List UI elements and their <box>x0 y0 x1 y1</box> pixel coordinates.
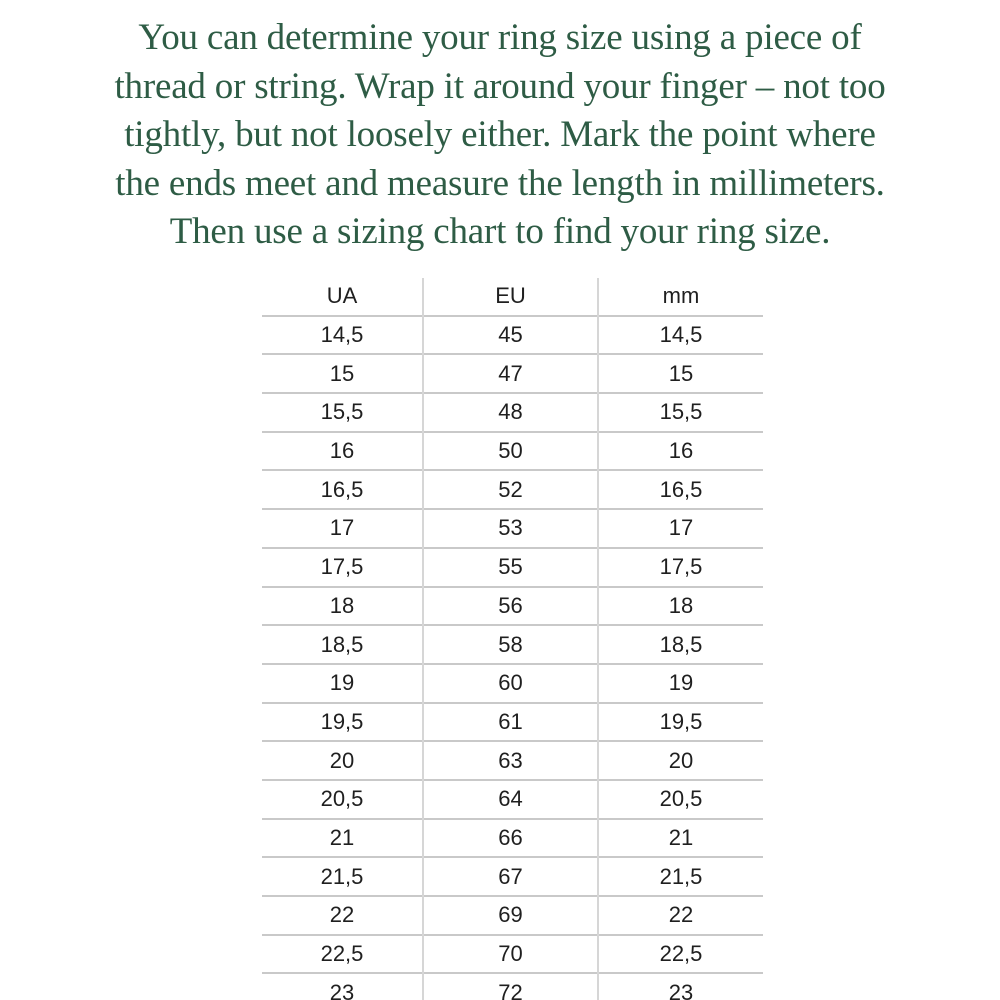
table-cell: 52 <box>423 470 598 509</box>
table-cell: 48 <box>423 393 598 432</box>
ring-size-table <box>262 278 763 1000</box>
table-cell: 16 <box>668 438 694 464</box>
table-row <box>262 470 763 509</box>
table-cell: 17,5 <box>262 548 423 587</box>
table-cell: 45 <box>423 316 598 355</box>
table-cell: 14,5 <box>659 322 703 348</box>
table-cell: 19 <box>668 670 694 696</box>
table-row <box>262 509 763 548</box>
table-row <box>262 664 763 703</box>
table-cell: 55 <box>423 548 598 587</box>
table-cell: 64 <box>423 780 598 819</box>
table-cell: 15 <box>668 360 694 386</box>
table-row <box>262 741 763 780</box>
table-cell: 67 <box>423 857 598 896</box>
table-cell: 70 <box>423 935 598 974</box>
table-cell: 69 <box>423 896 598 935</box>
table-header-row <box>262 278 763 316</box>
intro-line: the ends meet and measure the length in millimeters. <box>115 162 885 204</box>
table-cell: 21,5 <box>659 863 703 889</box>
table-cell: 72 <box>423 973 598 1000</box>
table-row <box>262 819 763 858</box>
column-header-eu: EU <box>423 278 598 316</box>
table-cell: 20,5 <box>262 780 423 819</box>
table-cell: 15,5 <box>659 399 703 425</box>
table-cell: 61 <box>423 703 598 742</box>
table-cell: 23 <box>262 973 423 1000</box>
table-cell: 22,5 <box>659 941 703 967</box>
table-row <box>262 973 763 1000</box>
table-cell: 16,5 <box>262 470 423 509</box>
column-header-ua: UA <box>262 278 423 316</box>
table-cell: 66 <box>423 819 598 858</box>
table-row <box>262 587 763 626</box>
table-cell: 18 <box>668 592 694 618</box>
table-cell: 15 <box>262 354 423 393</box>
table-cell: 18 <box>262 587 423 626</box>
table-cell: 47 <box>423 354 598 393</box>
table-cell: 17,5 <box>659 554 703 580</box>
table-cell: 50 <box>423 432 598 471</box>
table-cell: 22 <box>262 896 423 935</box>
table-row <box>262 432 763 471</box>
table-body <box>262 316 763 1000</box>
table-cell: 60 <box>423 664 598 703</box>
table-row <box>262 935 763 974</box>
table-cell: 21 <box>262 819 423 858</box>
table-row <box>262 354 763 393</box>
table-cell: 22,5 <box>262 935 423 974</box>
table-cell: 14,5 <box>262 316 423 355</box>
table-cell: 18,5 <box>659 631 703 657</box>
intro-line: thread or string. Wrap it around your finger – not too <box>114 65 886 107</box>
table-cell: 18,5 <box>262 625 423 664</box>
table-cell: 53 <box>423 509 598 548</box>
table-row <box>262 896 763 935</box>
table-cell: 15,5 <box>262 393 423 432</box>
table-row <box>262 857 763 896</box>
table-cell: 63 <box>423 741 598 780</box>
intro-line: Then use a sizing chart to find your ring size. <box>169 211 831 252</box>
table-cell: 16 <box>262 432 423 471</box>
table-cell: 22 <box>668 902 694 928</box>
table-row <box>262 780 763 819</box>
table-cell: 17 <box>668 515 694 541</box>
table-cell: 21 <box>668 824 694 850</box>
table-cell: 20 <box>262 741 423 780</box>
table-cell: 20,5 <box>659 786 703 812</box>
table-row <box>262 625 763 664</box>
table-cell: 58 <box>423 625 598 664</box>
table-row <box>262 393 763 432</box>
column-header-mm: mm <box>662 283 700 309</box>
table-row <box>262 548 763 587</box>
table-cell: 21,5 <box>262 857 423 896</box>
intro-line: You can determine your ring size using a piece of <box>138 17 862 58</box>
table-cell: 19 <box>262 664 423 703</box>
table-cell: 19,5 <box>262 703 423 742</box>
table-cell: 16,5 <box>659 476 703 502</box>
intro-paragraph <box>0 0 1000 257</box>
table-cell: 23 <box>668 979 694 1000</box>
table-cell: 19,5 <box>659 708 703 734</box>
table-cell: 20 <box>668 747 694 773</box>
table-cell: 17 <box>262 509 423 548</box>
table-row <box>262 316 763 355</box>
intro-line: tightly, but not loosely either. Mark the point where <box>124 114 876 155</box>
table-row <box>262 703 763 742</box>
table-cell: 56 <box>423 587 598 626</box>
